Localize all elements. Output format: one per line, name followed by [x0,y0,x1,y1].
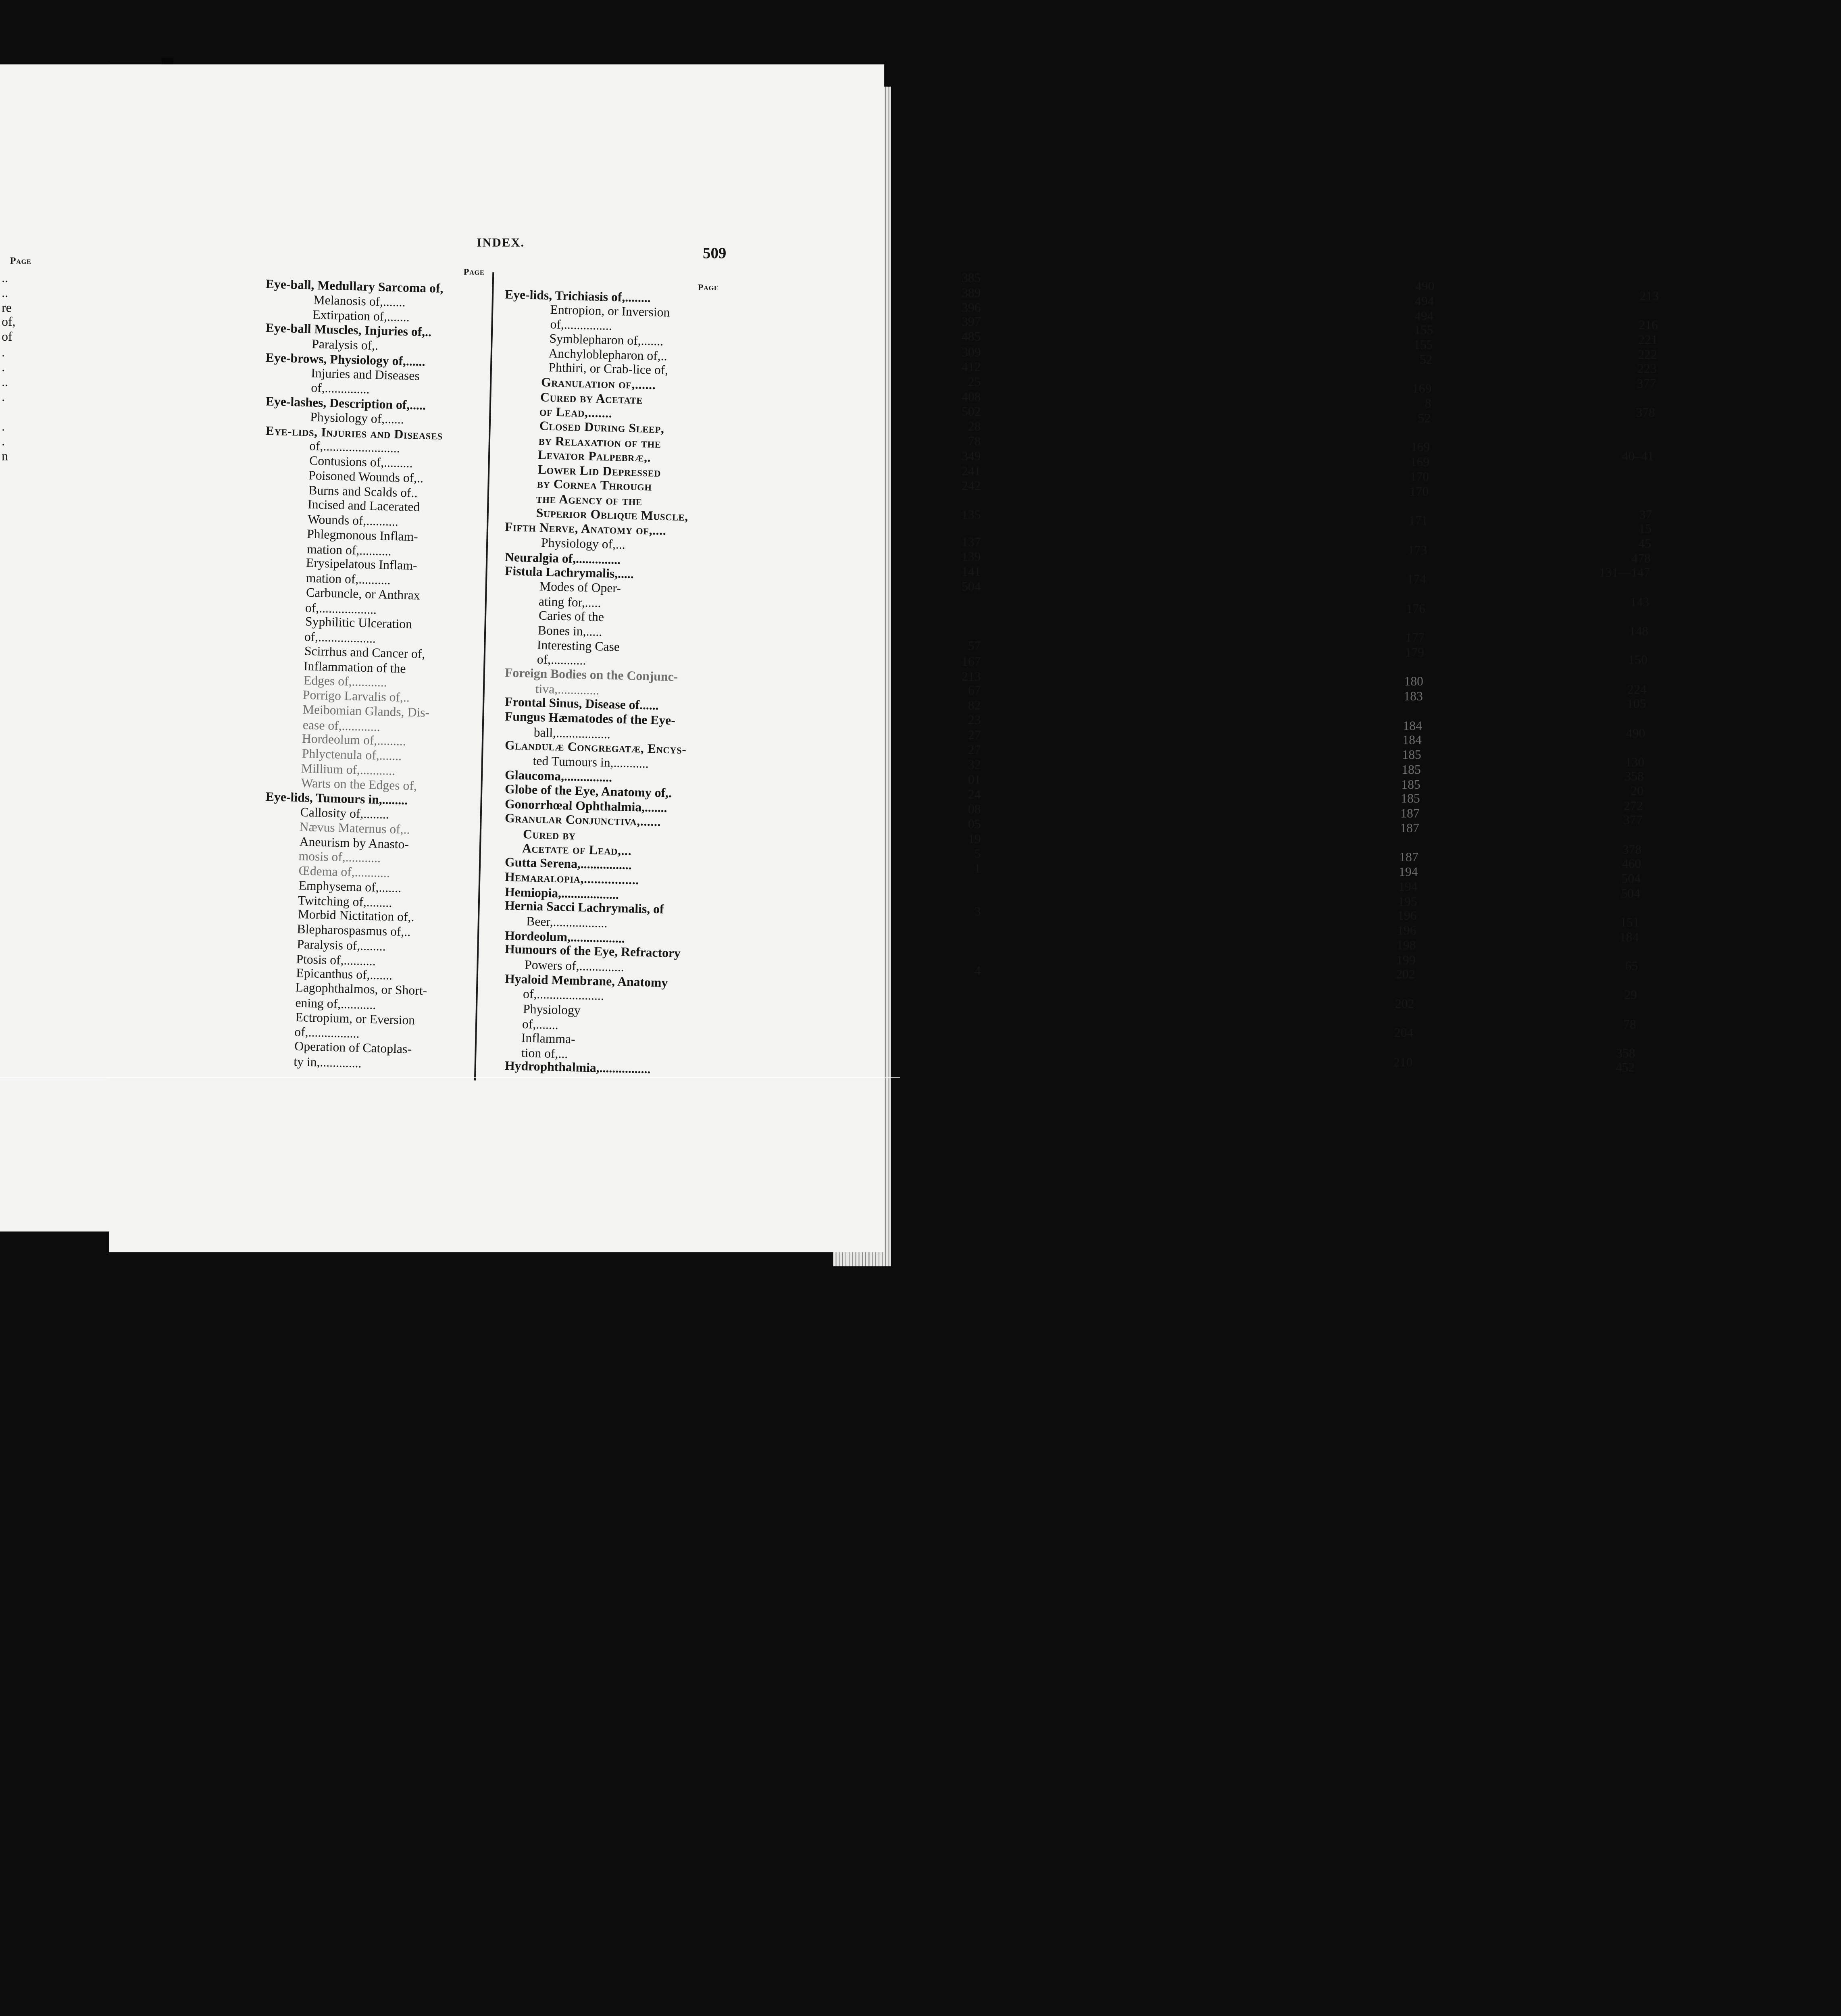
left-index-entry-page: 180 [1404,675,1424,689]
left-index-entry-text: of,.............. [310,381,370,397]
left-index-entry-page: 173 [1408,543,1427,557]
left-index-entry-page: 204 [1394,1026,1414,1041]
right-index-entry-page: 105 [1627,697,1646,711]
right-index-entry-page: 78 [1623,1017,1636,1032]
right-index-entry-page: 224 [1627,682,1647,697]
left-page-number: 241 [961,464,981,479]
left-index-entry-text: mation of,.......... [306,542,392,558]
right-index-entry-page: 378 [1622,843,1642,857]
right-index-entry-page: 378 [1636,406,1656,420]
left-page-fragment: .. [2,271,8,285]
right-index-entry-text: Levator Palpebræ,. [538,448,652,465]
left-page-number: 08 [968,802,981,817]
left-page-number: 23 [968,713,981,728]
left-index-entry-text: of,.................. [305,601,377,617]
right-index-entry-page: 184 [1620,930,1639,944]
right-index-entry-page: 272 [1624,799,1643,813]
left-index-entry-text: Eye-lids, Injuries and Diseases [265,423,443,443]
left-index-entry-text: Millium of,........... [301,761,396,778]
left-index-entry-page: 194 [1398,880,1418,894]
left-index-entry-page: 210 [1393,1056,1413,1070]
right-index-entry-text: Humours of the Eye, Refractory [504,942,681,961]
left-page-fragment: of, [2,315,16,329]
left-page-number: 389 [961,286,981,300]
right-index-entry-text: Bones in,..... [537,623,602,639]
right-index-entry-page: 130 [1625,755,1645,770]
left-index-entry-page: 155 [1413,338,1433,352]
right-index-entry-page: 358 [1616,1046,1635,1061]
right-index-entry-page: 478 [1631,552,1651,566]
left-index-entry-page: 183 [1404,689,1423,704]
left-index-entry-text: Nævus Maternus of,.. [299,820,410,837]
left-index-entry-text: Erysipelatous Inflam- [306,556,418,573]
right-index-entry-page: 151 [1620,915,1639,930]
left-index-entry-text: Melanosis of,....... [313,293,406,310]
right-index-entry-text: Physiology [523,1002,581,1018]
left-index-entry-text: Aneurism by Anasto- [299,834,409,852]
left-page-number: 57 [968,639,981,654]
left-index-entry-text: Phlyctenula of,....... [301,747,402,764]
left-index-entry-text: of,........................ [309,439,400,456]
left-index-entry-text: Porrigo Larvalis of,.. [303,688,410,705]
left-index-entry-page: 155 [1414,323,1433,338]
left-page-fragment: . [2,360,5,375]
left-page-fragment: n [2,449,8,464]
right-index-entry-page: 460 [1622,857,1641,872]
right-index-entry-text: of,....... [522,1017,559,1032]
left-index-entry-page: 199 [1396,953,1416,967]
right-index-entry-text: ball,................. [533,725,611,741]
right-index-entry-text: of,..................... [523,987,605,1004]
left-index-entry-text: of,.................. [304,630,376,646]
left-index-entry-page: 184 [1402,733,1422,748]
left-index-entry-page: 187 [1399,850,1418,865]
left-index-entry-text: ty in,............. [294,1054,362,1071]
left-index-entry-page: 52 [1419,353,1433,367]
left-index-entry-text: ening of,........... [295,996,376,1012]
left-index-entry-text: Twitching of,........ [298,893,392,910]
left-page-number: 408 [961,390,981,404]
left-index-entry-page: 490 [1415,279,1435,294]
left-index-entry-text: Inflammation of the [304,659,406,676]
left-index-entry-text: Injuries and Diseases [311,366,420,383]
left-page-fragment: . [2,390,5,404]
right-index-entry-text: Entropion, or Inversion [550,302,671,320]
left-index-entry-page: 170 [1410,470,1429,484]
right-index-entry-page: 150 [1628,653,1647,668]
right-index-entry-text: Fistula Lachrymalis,..... [504,564,634,582]
left-page-number: 78 [968,435,981,449]
right-index-entry-page: 223 [1637,362,1657,377]
left-index-entry-page: 202 [1396,968,1415,982]
left-index-entry-text: Poisoned Wounds of,.. [308,468,424,486]
left-page-number: 82 [968,698,981,713]
left-page-page-label: Page [10,255,31,267]
left-index-entry-text: ease of,............ [302,718,380,734]
right-index-entry-text: Modes of Oper- [539,579,621,596]
left-page-number: 139 [961,550,981,564]
left-page-number: 412 [961,360,981,375]
left-index-entry-page: 185 [1402,748,1421,762]
left-page-number: 396 [961,301,981,315]
left-index-entry-page: 187 [1400,806,1420,821]
right-index-entry-text: tiva,............. [535,682,600,698]
left-page-fragment: . [2,420,5,434]
left-index-entry-page: 494 [1415,294,1434,308]
right-index-entry-text: Globe of the Eye, Anatomy of,. [504,782,672,801]
left-page-number: 5 [974,847,981,861]
right-index-entry-text: Closed During Sleep, [539,419,664,436]
left-index-entry-text: Physiology of,...... [310,410,404,427]
right-index-entry-text: Granular Conjunctiva,...... [504,812,661,830]
right-index-entry-text: of Lead,....... [539,405,613,421]
right-index-entry-text: Fungus Hæmatodes of the Eye- [504,710,676,728]
left-index-entry-text: Incised and Lacerated [308,498,421,515]
right-index-entry-page: 131—147 [1599,566,1650,580]
right-index-entry-page: 45 [1638,537,1651,551]
left-index-entry-text: Eye-lashes, Description of,..... [265,394,426,413]
right-index-entry-text: of,............... [550,318,612,333]
left-index-entry-text: Ectropium, or Eversion [294,1010,415,1027]
left-index-entry-text: Operation of Catoplas- [294,1039,412,1057]
right-index-entry-page: 504 [1621,886,1640,901]
right-index-entry-page: 15 [1639,522,1652,537]
left-page-number: 05 [968,817,981,832]
left-index-entry-page: 170 [1409,484,1429,499]
left-index-entry-page: 185 [1402,762,1421,777]
left-page-fragment: . [2,435,5,449]
left-page-number: 309 [961,346,981,360]
left-page-number: 137 [961,535,981,550]
left-index-entry-text: Paralysis of,. [312,337,379,353]
left-page-number: 397 [961,315,981,329]
right-index-entry-text: Gutta Serena,................ [504,856,632,873]
left-index-entry-text: Edges of,........... [303,674,387,690]
left-index-entry-page: 169 [1410,440,1430,455]
scan-artifact-line [0,1077,900,1078]
left-index-entry-page: 177 [1405,631,1425,645]
right-index-entry-text: Symblepharon of,....... [549,331,664,349]
right-index-entry-page: 143 [1630,595,1649,610]
left-index-entry-text: Wounds of,.......... [307,512,398,529]
right-index-entry-text: Hernia Sacci Lachrymalis, of [504,899,664,917]
left-page-number: 504 [961,580,981,594]
right-index-entry-page: 490 [1626,726,1645,741]
right-index-entry-page: 29 [1624,988,1637,1003]
right-index-entry-text: tion of,... [521,1046,568,1061]
left-index-entry-text: Meibomian Glands, Dis- [302,702,430,720]
right-index-entry-text: Eye-lids, Trichiasis of,........ [504,287,651,306]
right-index-entry-text: Beer,................. [526,914,608,931]
left-index-entry-text: Hordeolum of,......... [302,732,406,749]
left-page-number: 213 [961,670,981,684]
left-page-number: 28 [968,420,981,434]
right-index-entry-text: Hemiopia,.................. [504,885,619,902]
left-index-entry-text: Epicanthus of,....... [296,966,393,983]
left-index-entry-text: Emphysema of,....... [298,879,401,896]
right-index-entry-page: 216 [1639,319,1658,333]
right-index-entry-text: Glandulæ Congregatæ, Encys- [504,738,687,757]
right-index-entry-text: Hydrophthalmia,................ [504,1059,651,1077]
right-index-entry-text: Physiology of,... [541,536,626,552]
left-index-entry-text: mosis of,........... [299,850,381,866]
left-index-entry-page: 198 [1397,938,1416,953]
left-page-number: 67 [968,683,981,698]
left-index-entry-text: mation of,.......... [306,571,391,588]
right-index-entry-text: Phthiri, or Crab-lice of, [548,360,668,378]
left-index-entry-text: Scirrhus and Cancer of, [304,644,425,662]
left-index-entry-page: 195 [1398,894,1417,909]
right-index-entry-text: Glaucoma,............... [504,768,612,785]
left-index-entry-page: 52 [1418,411,1431,426]
right-index-entry-page: 377 [1637,377,1656,391]
left-index-entry-text: Warts on the Edges of, [300,776,417,793]
right-column-page-label: Page [698,283,719,293]
left-index-entry-text: Extirpation of,....... [312,308,410,325]
right-index-entry-text: Cured by [523,827,576,843]
right-index-entry-text: Fifth Nerve, Anatomy of,.... [504,520,666,539]
left-index-entry-text: Œdema of,........... [298,864,390,881]
left-page-number: 27 [968,728,981,743]
left-index-entry-page: 179 [1405,646,1424,660]
left-page-number: 25 [968,375,981,389]
right-index-entry-text: Frontal Sinus, Disease of...... [504,695,659,713]
right-index-entry-text: Foreign Bodies on the Conjunc- [504,666,678,684]
left-page-number: 141 [961,565,981,579]
left-index-entry-page: 171 [1408,514,1428,528]
left-page-number: 242 [961,479,981,494]
left-page-number: 01 [968,773,981,787]
right-index-entry-text: Interesting Case [537,638,620,654]
right-index-entry-text: ted Tumours in,........... [532,754,649,771]
left-index-entry-page: 184 [1403,719,1422,733]
left-index-entry-text: Syphilitic Ulceration [304,615,412,632]
right-index-entry-text: by Relaxation of the [538,433,661,451]
right-index-entry-text: Superior Oblique Muscle, [535,506,688,524]
right-index-entry-page: 358 [1624,770,1644,784]
left-page-number: 349 [961,449,981,464]
left-page-fragment: .. [2,286,8,300]
left-page-fragment: re [2,301,12,315]
right-index-entry-page: 377 [1623,813,1643,828]
right-index-entry-page: 221 [1638,333,1658,348]
left-page-fragment: of [2,330,12,344]
left-page-number: 135 [961,508,981,522]
left-index-entry-page: 196 [1397,909,1417,923]
left-index-entry-page: 8 [1424,397,1431,411]
right-index-entry-text: by Cornea Through [537,477,652,494]
right-index-entry-text: Hordeolum,................. [504,929,625,946]
right-index-entry-text: the Agency of the [536,492,643,509]
right-index-entry-text: Hemaralopia,................ [504,870,639,888]
left-page-number: 4 [974,964,981,979]
left-index-entry-page: 176 [1406,602,1426,616]
right-index-entry-page: 452 [1615,1061,1635,1075]
left-index-entry-page: 202 [1395,997,1414,1011]
left-index-entry-text: Paralysis of,........ [296,937,386,954]
left-index-entry-page: 174 [1407,572,1427,587]
left-page-fragment: . [2,346,5,360]
page-number: 509 [703,245,727,262]
right-index-entry-text: Gonorrhœal Ophthalmia,....... [504,797,668,815]
left-index-entry-text: Callosity of,........ [300,805,389,822]
right-index-entry-text: Hyaloid Membrane, Anatomy [504,972,668,990]
right-index-entry-text: of,........... [536,653,586,669]
left-index-entry-text: Eye-lids, Tumours in,........ [265,790,408,808]
left-index-entry-page: 169 [1410,455,1430,470]
left-index-entry-text: of,................ [294,1025,360,1041]
page-heading: INDEX. [477,237,525,250]
left-page-number: 24 [968,787,981,802]
left-page-number: 167 [961,655,981,669]
left-index-entry-text: Blepharospasmus of,.. [297,922,411,939]
left-index-entry-page: 196 [1397,924,1416,938]
right-index-entry-page: 40–41 [1622,450,1654,464]
left-index-entry-page: 194 [1399,865,1418,879]
left-index-entry-text: Eye-ball Muscles, Injuries of,.. [265,321,432,340]
left-index-entry-text: Lagophthalmos, or Short- [295,981,428,998]
right-index-entry-text: Anchyloblepharon of,.. [548,346,668,363]
left-page-number: 27 [968,743,981,758]
left-index-entry-text: Phlegmonous Inflam- [307,527,419,544]
right-index-entry-page: 222 [1638,348,1657,362]
left-index-entry-page: 185 [1401,792,1420,806]
left-index-entry-text: Eye-ball, Medullary Sarcoma of, [265,277,444,296]
left-index-entry-text: Carbuncle, or Anthrax [305,585,420,603]
left-index-entry-text: Ptosis of,.......... [296,952,376,968]
left-page-number: 19 [968,832,981,846]
left-page-number: 3 [974,905,981,919]
right-index-entry-text: Acetate of Lead,... [522,841,632,858]
left-index-entry-text: Eye-brows, Physiology of,...... [265,350,425,369]
right-index-entry-page: 213 [1639,289,1659,304]
right-index-entry-page: 504 [1621,872,1641,886]
right-index-entry-text: Powers of,.............. [524,958,624,975]
left-index-entry-page: 169 [1412,382,1432,396]
left-page-number: 485 [961,330,981,344]
left-column-page-label: Page [463,267,485,277]
right-index-entry-text: ating for,..... [539,594,602,610]
left-index-entry-page: 494 [1414,309,1434,323]
left-page-number: 32 [968,758,981,772]
right-index-entry-page: 148 [1629,624,1649,639]
left-index-entry-text: Burns and Scalds of.. [308,483,418,500]
right-index-entry-text: Cured by Acetate [540,390,643,407]
left-index-entry-page: 185 [1401,777,1420,791]
right-index-entry-page: 65 [1625,959,1638,973]
right-index-entry-text: Neuralgia of,.............. [504,550,621,567]
left-page-number: 1 [974,862,981,876]
right-index-entry-page: 37 [1639,508,1652,522]
right-index-entry-text: Caries of the [538,609,604,625]
right-index-entry-text: Granulation of,...... [541,375,656,392]
right-index-entry-text: Inflamma- [521,1031,576,1047]
right-index-entry-text: Lower Lid Depressed [537,462,661,480]
left-index-entry-text: Morbid Nictitation of,. [297,908,414,925]
right-index-entry-page: 20 [1631,784,1643,799]
left-index-entry-text: Contusions of,......... [308,454,413,471]
left-page-number: 502 [961,405,981,419]
left-page-number: 385 [961,271,981,285]
left-page-fragment: .. [2,375,8,389]
left-index-entry-page: 187 [1400,821,1419,835]
